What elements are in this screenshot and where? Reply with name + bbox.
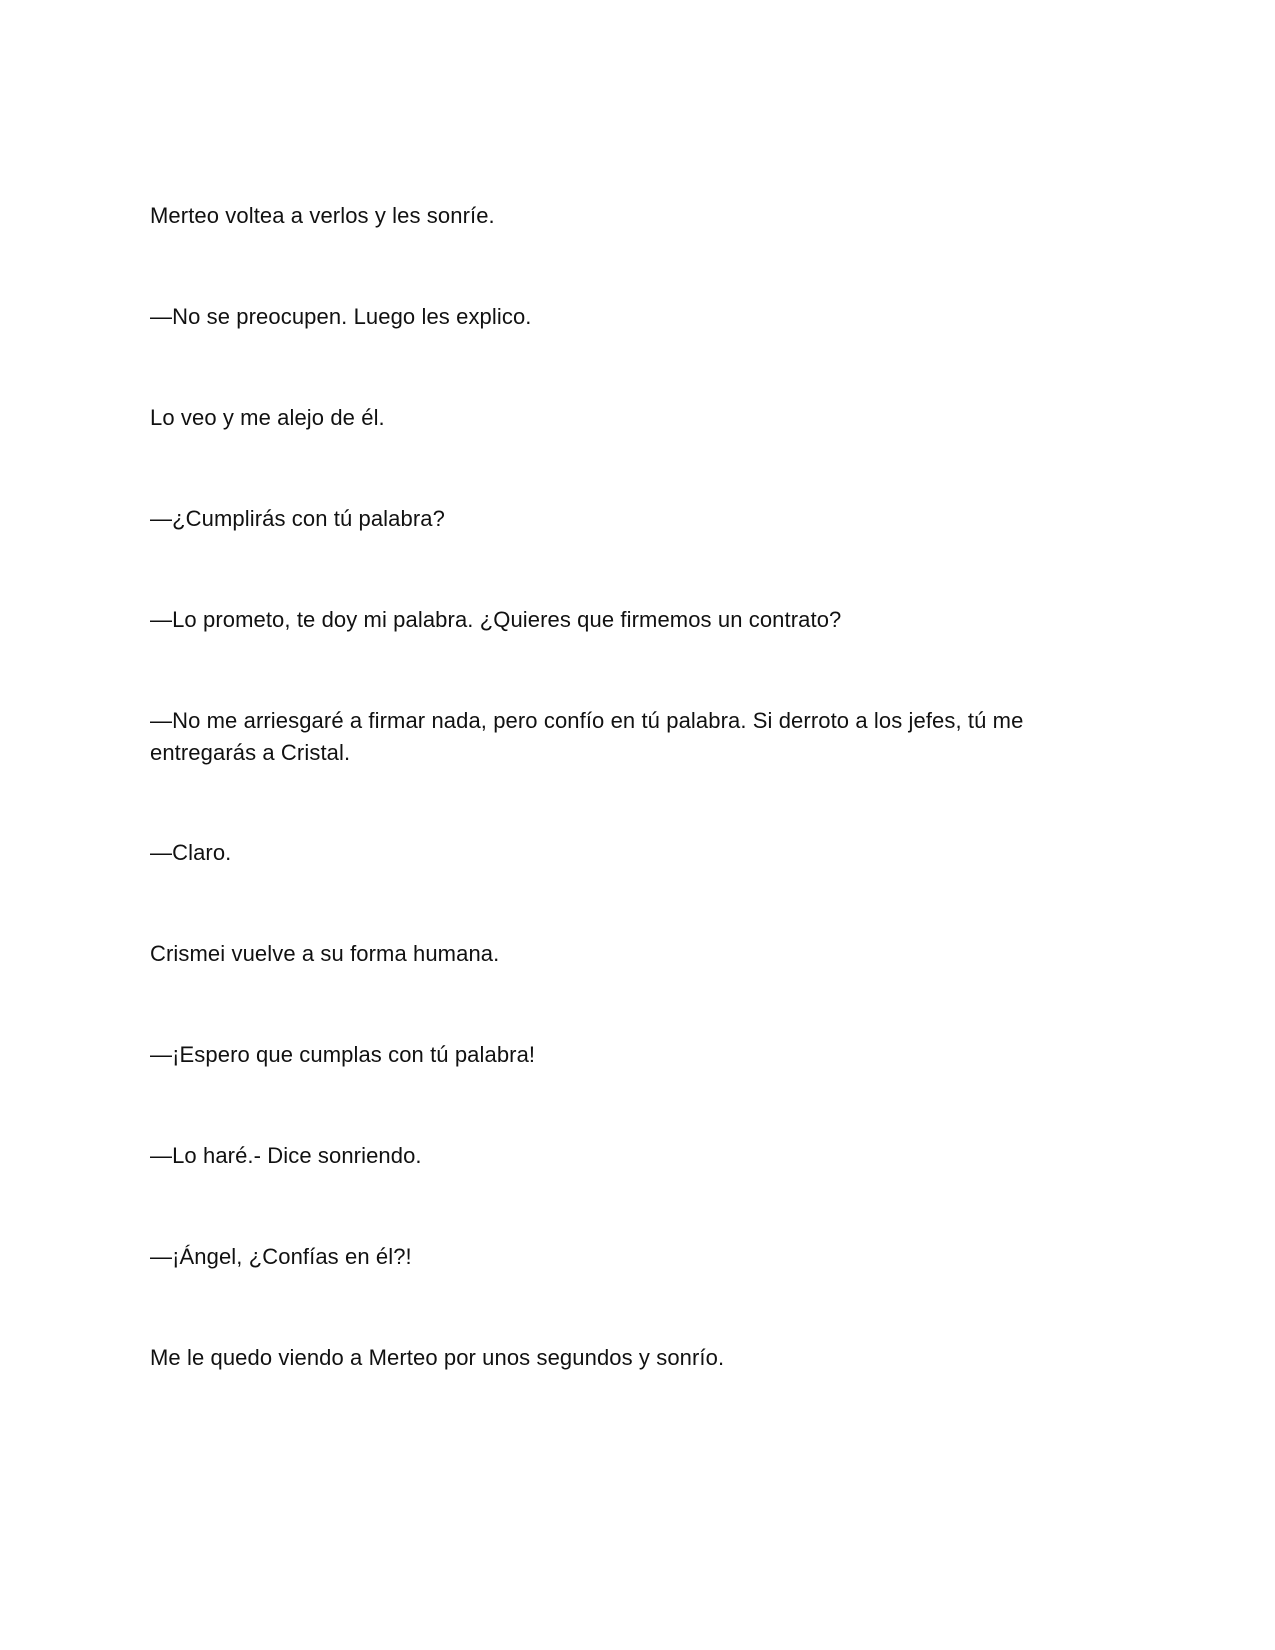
paragraph-5: —Lo prometo, te doy mi palabra. ¿Quieres que firmemos un contrato? bbox=[150, 607, 842, 632]
paragraph-6: —No me arriesgaré a firmar nada, pero confío en tú palabra. Si derroto a los jefes, tú me entregarás a Cristal. bbox=[150, 708, 1024, 765]
paragraph-9: —¡Espero que cumplas con tú palabra! bbox=[150, 1042, 536, 1067]
paragraph-4: —¿Cumplirás con tú palabra? bbox=[150, 506, 445, 531]
paragraph-8: Crismei vuelve a su forma humana. bbox=[150, 941, 500, 966]
paragraph-12: Me le quedo viendo a Merteo por unos segundos y sonrío. bbox=[150, 1345, 725, 1370]
paragraph-2: —No se preocupen. Luego les explico. bbox=[150, 304, 532, 329]
paragraph-1: Merteo voltea a verlos y les sonríe. bbox=[150, 203, 495, 228]
paragraph-10: —Lo haré.- Dice sonriendo. bbox=[150, 1143, 422, 1168]
paragraph-3: Lo veo y me alejo de él. bbox=[150, 405, 385, 430]
paragraph-7: —Claro. bbox=[150, 840, 232, 865]
paragraph-11: —¡Ángel, ¿Confías en él?! bbox=[150, 1244, 412, 1269]
